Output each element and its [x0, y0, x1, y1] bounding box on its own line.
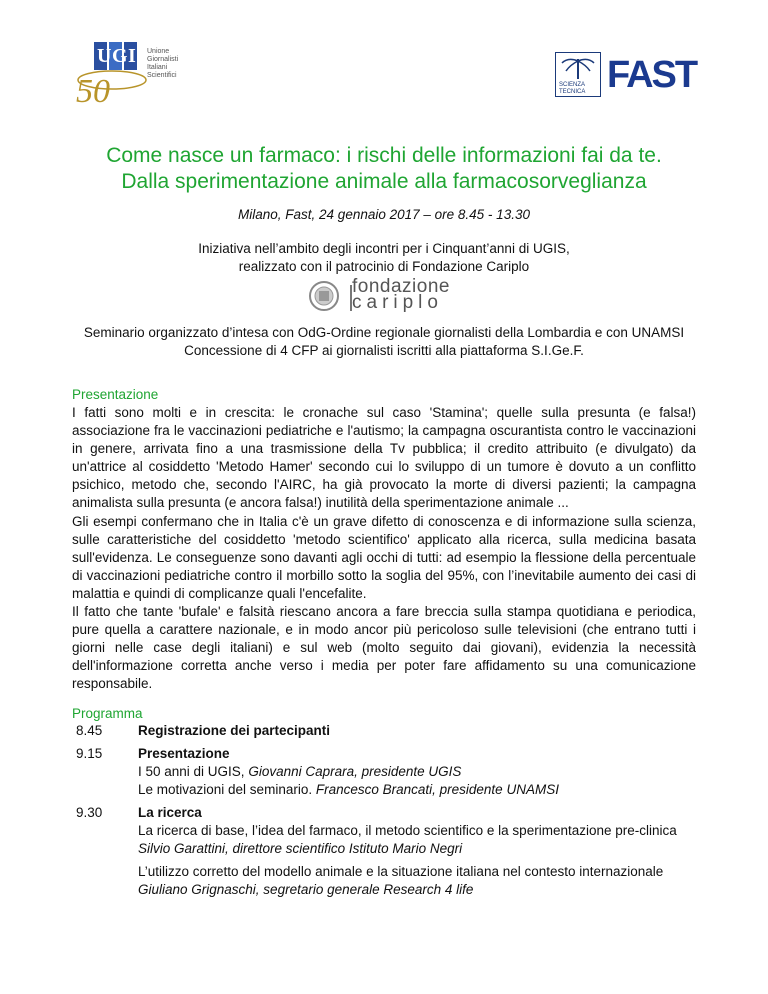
program-time: 8.45: [76, 723, 103, 738]
presentazione-paragraph: Gli esempi confermano che in Italia c'è un grave difetto di conoscenza e di informazione sulla scienza, sulle caratteristiche del cosiddetto 'metodo scientifico' applicato alla ricerca, sulla medicina basata sull'evidenza. Le conseguenze sono davanti agli occhi di tutti: ad esempio la flessione della percentuale di vaccinazioni pediatriche contro il morbillo sotto la soglia del 95%, con l’inevitabile aumento dei casi di malattia e quindi di complicanze quali l'encefalite.: [72, 513, 696, 601]
program-item-text: I 50 anni di UGIS,: [138, 764, 249, 779]
program-item: [138, 745, 698, 799]
program-item-title: Registrazione dei partecipanti: [138, 723, 331, 738]
program-item-title: La ricerca: [138, 805, 202, 820]
ugis-name-line: Unione: [147, 48, 170, 55]
fast-logo: FAST: [607, 54, 697, 96]
presentazione-paragraph: Il fatto che tante 'bufale' e falsità riescano ancora a fare breccia sulla stampa quotidiana e periodica, pure quella a carattere nazionale, e in modo ancor più pericoloso sulle televisioni (che entrano tutti i giorni nelle case degli italiani) e sul web (molto seguito dai giovani), evidenzia la necessità dell'informazione corretta anche verso i media per poter fare affidamento su una comunicazione responsabile.: [72, 604, 696, 692]
program-item-line: [138, 763, 698, 781]
ugis-emblem-icon: [72, 40, 212, 106]
seminar-line1: Seminario organizzato d’intesa con OdG-Ordine regionale giornalisti della Lombardia e con UNAMSI: [83, 325, 685, 340]
ugis-name: [147, 48, 178, 80]
cariplo-word-cariplo: cariplo: [352, 292, 443, 313]
program-item-line: [138, 781, 698, 799]
program-item-text: Le motivazioni del seminario.: [138, 782, 316, 797]
initiative-line1: Iniziativa nell’ambito degli incontri per i Cinquant’anni di UGIS,: [198, 241, 570, 256]
event-title-line2: Dalla sperimentazione animale alla farmacosorveglianza: [121, 170, 647, 193]
fast-logos: [555, 52, 705, 98]
svg-text:G: G: [112, 45, 128, 67]
program-speaker: Francesco Brancati, presidente UNAMSI: [315, 782, 559, 797]
program-item-line: La ricerca di base, l’idea del farmaco, il metodo scientifico e la sperimentazione pre-clinica: [138, 823, 677, 838]
ugis-name-line: Scientifici: [147, 72, 177, 79]
palm-tree-icon: [556, 53, 600, 96]
program-item-line: L’utilizzo corretto del modello animale e la situazione italiana nel contesto internazionale: [138, 864, 664, 879]
presentazione-heading: Presentazione: [72, 387, 159, 402]
program-item: [138, 722, 698, 740]
seminar-line2: Concessione di 4 CFP ai giornalisti iscritti alla piattaforma S.I.Ge.F.: [184, 343, 584, 358]
presentazione-body: [72, 404, 696, 694]
ugis-logo: [72, 40, 212, 106]
svg-text:SCIENZA: SCIENZA: [559, 82, 586, 88]
program-speaker: Silvio Garattini, direttore scientifico Istituto Mario Negri: [138, 841, 463, 856]
ugis-anniversary: 50: [76, 73, 110, 106]
svg-text:TECNICA: TECNICA: [559, 89, 586, 95]
program-item: [138, 804, 698, 899]
program-time: 9.15: [76, 746, 103, 761]
program-speaker: Giuliano Grignaschi, segretario generale Research 4 life: [138, 882, 474, 897]
svg-text:I: I: [128, 45, 136, 67]
initiative-line2: realizzato con il patrocinio di Fondazione Cariplo: [238, 259, 530, 274]
programma-heading: Programma: [72, 706, 143, 721]
scienza-tecnica-logo: [555, 52, 601, 97]
program-item-title: Presentazione: [138, 746, 230, 761]
cariplo-word-fondazione: fondazione: [352, 276, 450, 297]
cariplo-seal-icon: [304, 280, 344, 312]
ugis-name-line: Italiani: [147, 64, 168, 71]
program-speaker: Giovanni Caprara, presidente UGIS: [248, 764, 462, 779]
event-title-line1: Come nasce un farmaco: i rischi delle informazioni fai da te.: [106, 144, 662, 167]
fondazione-cariplo-logo: [304, 276, 464, 313]
program-time: 9.30: [76, 805, 103, 820]
presentazione-paragraph: I fatti sono molti e in crescita: le cronache sul caso 'Stamina'; quelle sulla presunta (e falsa!) associazione fra le vaccinazioni pediatriche e l'autismo; la campagna oscurantista contro le vaccinazioni in genere, arrivata fino a una trasmissione della Tv pubblica; il credito attribuito (e divulgato) da un'attrice al cosiddetto 'Metodo Hamer' secondo cui lo sviluppo di un tumore è dovuto a un conflitto psichico, metodo che, secondo l'AIRC, ha già provocato la morte di diversi pazienti; la campagna animalista sulla presunta (e ancora falsa!) inutilità della sperimentazione animale ...: [72, 405, 696, 511]
ugis-name-line: Giornalisti: [147, 56, 179, 63]
svg-text:U: U: [97, 45, 112, 67]
event-place-date: Milano, Fast, 24 gennaio 2017 – ore 8.45 - 13.30: [238, 207, 530, 222]
